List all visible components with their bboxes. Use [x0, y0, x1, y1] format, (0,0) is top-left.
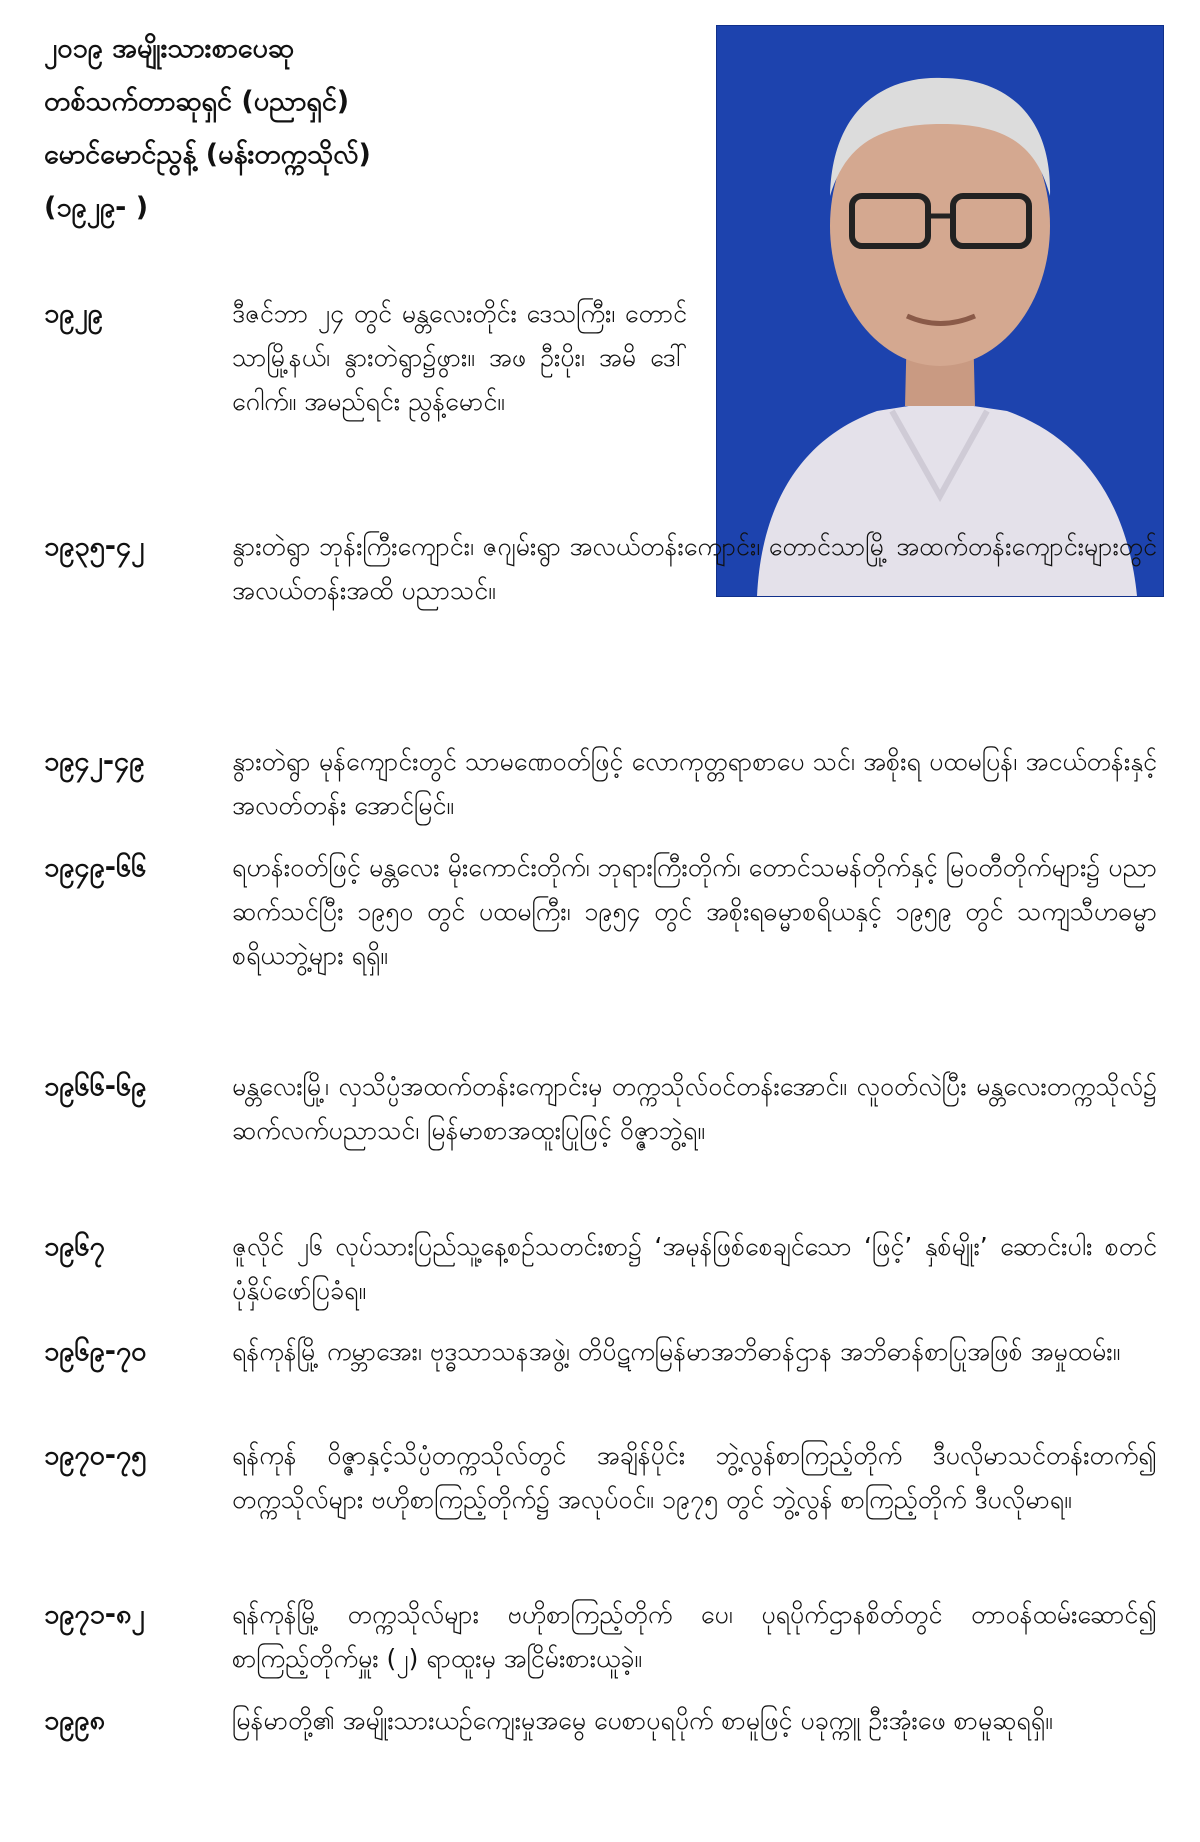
award-category: တစ်သက်တာဆုရှင် (ပညာရှင်)	[44, 86, 350, 117]
birth-year-range: (၁၉၂၉- )	[44, 192, 149, 223]
timeline-description: မြန်မာတို့၏ အမျိုးသားယဉ်ကျေးမှုအမွေ ပေစာပုရပိုက် စာမူဖြင့် ပခုက္ကူ ဦးအုံးဖေ စာမူဆုရရှိ။	[232, 1706, 1053, 1735]
document-header	[44, 22, 684, 234]
timeline-year: ၁၉၆၉-၇၀	[44, 1336, 147, 1367]
timeline-year: ၁၉၄၉-၆၆	[44, 852, 147, 883]
timeline-year: ၁၉၃၅-၄၂	[44, 531, 145, 562]
portrait-photo	[716, 25, 1164, 597]
timeline-description: ဒီဇင်ဘာ ၂၄ တွင် မန္တလေးတိုင်း ဒေသကြီး၊ တောင်သာမြို့နယ်၊ နွားတဲရွာ၌ဖွား။ အဖ ဦးပိုး၊ အမိ ဒေါ်ဂေါက်။ အမည်ရင်း ညွန့်မောင်။	[232, 299, 687, 416]
timeline-year: ၁၉၉၈	[44, 1705, 105, 1736]
timeline-description: ရန်ကုန် ဝိဇ္ဇာနှင့်သိပ္ပံတက္ကသိုလ်တွင် အချိန်ပိုင်း ဘွဲ့လွန်စာကြည့်တိုက် ဒီပလိုမာသင်တန်းတက်၍ တက္ကသိုလ်များ ဗဟိုစာကြည့်တိုက်၌ အလုပ်ဝင်။ ၁၉၇၅ တွင် ဘွဲ့လွန် စာကြည့်တိုက် ဒီပလိုမာရ။	[232, 1441, 1157, 1514]
timeline-description: နွားတဲရွာ မုန်ကျောင်းတွင် သာမဏေဝတ်ဖြင့် လောကုတ္တရာစာပေ သင်၊ အစိုးရ ပထမပြန်၊ အငယ်တန်းနှင့် အလတ်တန်း အောင်မြင်။	[232, 747, 1157, 820]
timeline-year: ၁၉၄၂-၄၉	[44, 746, 145, 777]
timeline-description: နွားတဲရွာ ဘုန်းကြီးကျောင်း၊ ဇဂျမ်းရွာ အလယ်တန်းကျောင်း၊ တောင်သာမြို့ အထက်တန်းကျောင်းများတွင် အလယ်တန်းအထိ ပညာသင်။	[232, 532, 1157, 605]
timeline-year: ၁၉၇၁-၈၂	[44, 1599, 145, 1630]
person-name: မောင်မောင်ညွန့် (မန်းတက္ကသိုလ်)	[44, 139, 371, 170]
award-title: ၂၀၁၉ အမျိုးသားစာပေဆု	[44, 33, 294, 64]
timeline-year: ၁၉၆၇	[44, 1231, 105, 1262]
timeline-description: ရန်ကုန်မြို့ တက္ကသိုလ်များ ဗဟိုစာကြည့်တိုက် ပေ၊ ပုရပိုက်ဌာနစိတ်တွင် တာဝန်ထမ်းဆောင်၍ စာကြည့်တိုက်မှူး (၂) ရာထူးမှ အငြိမ်းစားယူခဲ့။	[232, 1600, 1157, 1673]
timeline-description: ဇူလိုင် ၂၆ လုပ်သားပြည်သူ့နေ့စဉ်သတင်းစာ၌ ‘အမုန်ဖြစ်စေချင်သော ‘ဖြင့်’ နှစ်မျိုး’ ဆောင်းပါး စတင်ပုံနှိပ်ဖော်ပြခံရ။	[232, 1232, 1157, 1305]
timeline-year: ၁၉၇၀-၇၅	[44, 1440, 147, 1471]
timeline-description: ရဟန်းဝတ်ဖြင့် မန္တလေး မိုးကောင်းတိုက်၊ ဘုရားကြီးတိုက်၊ တောင်သမန်တိုက်နှင့် မြဝတီတိုက်များ၌ ပညာဆက်သင်ပြီး ၁၉၅၀ တွင် ပထမကြီး၊ ၁၉၅၄ တွင် အစိုးရဓမ္မာစရိယနှင့် ၁၉၅၉ တွင် သကျသီဟဓမ္မာစရိယဘွဲ့များ ရရှိ။	[232, 853, 1157, 970]
timeline-year: ၁၉၂၉	[44, 298, 103, 329]
timeline-description: ရန်ကုန်မြို့ ကမ္ဘာအေး၊ ဗုဒ္ဓသာသနအဖွဲ့၊ တိပိဋကမြန်မာအဘိဓာန်ဌာန အဘိဓာန်စာပြုအဖြစ် အမှုထမ်း။	[232, 1337, 1121, 1366]
timeline-description: မန္တလေးမြို့၊ လှသိပ္ပံအထက်တန်းကျောင်းမှ တက္ကသိုလ်ဝင်တန်းအောင်။ လူဝတ်လဲပြီး မန္တလေးတက္ကသိုလ်၌ ဆက်လက်ပညာသင်၊ မြန်မာစာအထူးပြုဖြင့် ဝိဇ္ဇာဘွဲ့ရ။	[232, 1072, 1157, 1145]
timeline-year: ၁၉၆၆-၆၉	[44, 1071, 147, 1102]
